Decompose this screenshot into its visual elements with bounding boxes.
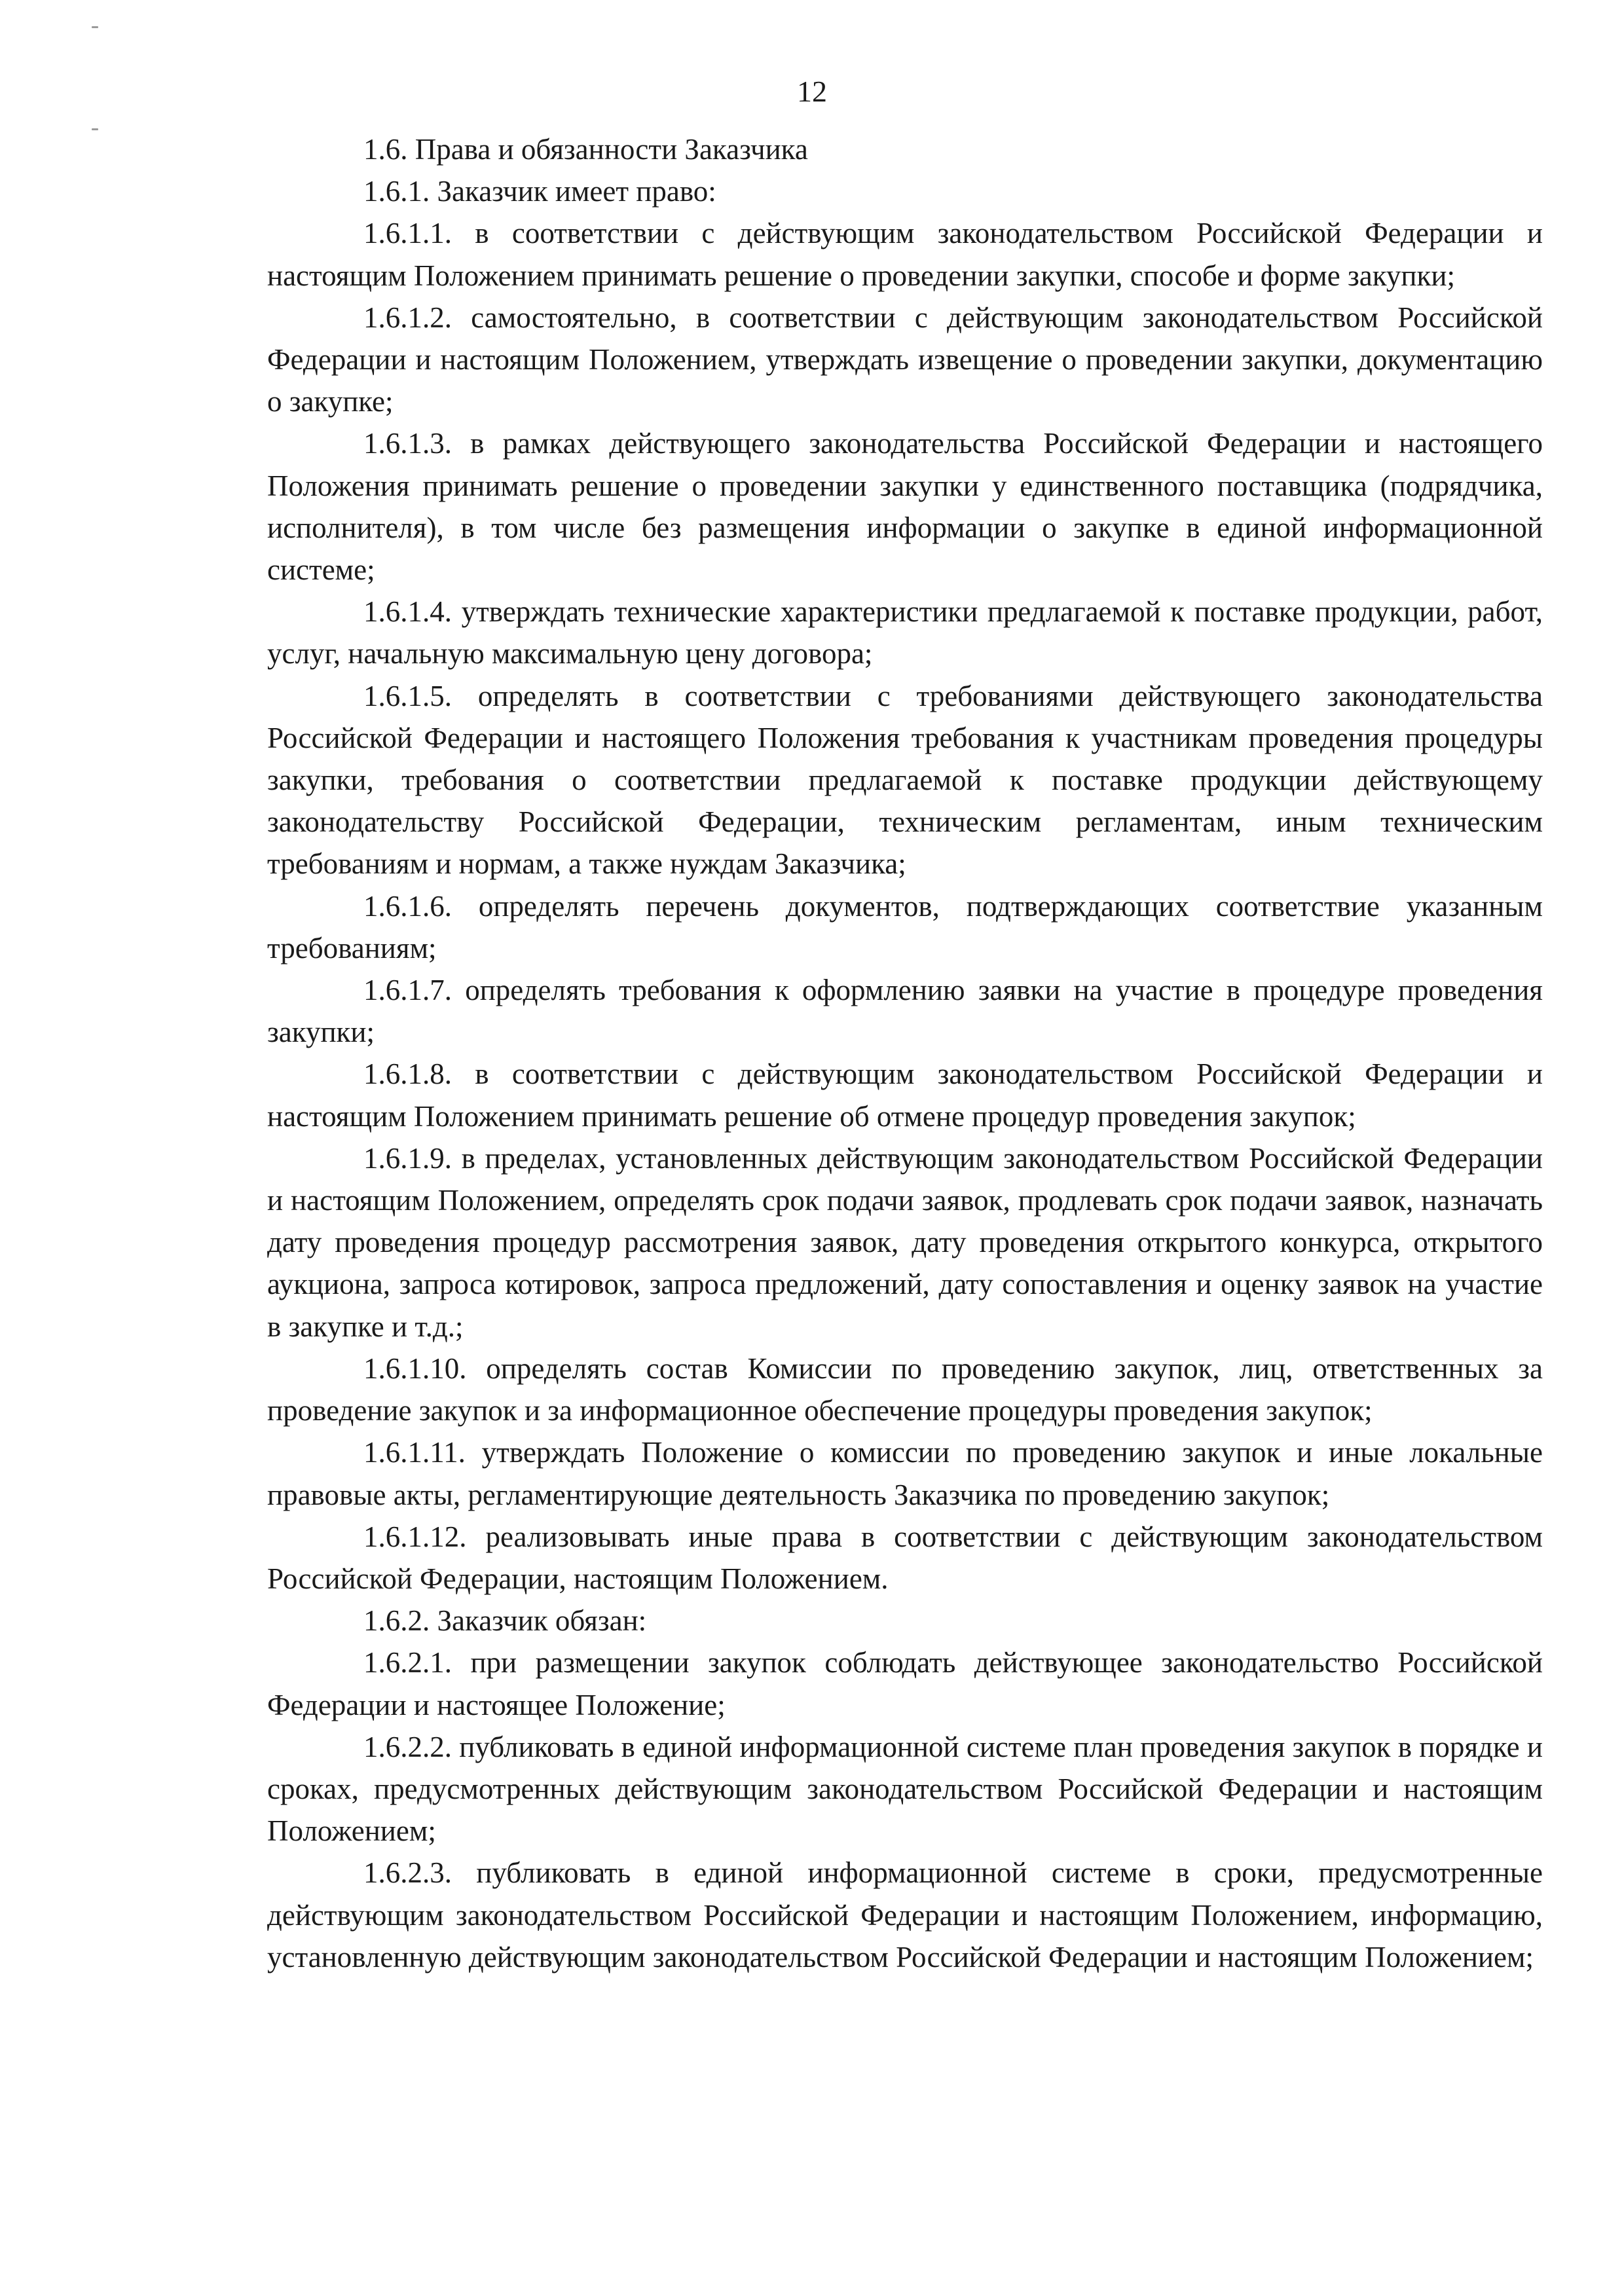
clause-paragraph: 1.6.1.12. реализовывать иные права в соответствии с действующим законодательством Российской Федерации, настоящим Положением. [267, 1520, 1543, 1595]
clause-paragraph: 1.6.1.4. утверждать технические характеристики предлагаемой к поставке продукции, работ, услуг, начальную максимальную цену договора; [267, 595, 1543, 670]
scan-artifact [92, 128, 98, 130]
section-heading: 1.6. Права и обязанности Заказчика [363, 133, 808, 166]
clause-paragraph: 1.6.1.11. утверждать Положение о комиссии по проведению закупок и иные локальные правовые акты, регламентирующие деятельность Заказчика по проведению закупок; [267, 1436, 1543, 1511]
document-body [267, 128, 1543, 1978]
clause-paragraph: 1.6.2.1. при размещении закупок соблюдать действующее законодательство Российской Федерации и настоящее Положение; [267, 1646, 1543, 1721]
subsection-heading: 1.6.1. Заказчик имеет право: [363, 175, 716, 208]
clause-paragraph: 1.6.1.9. в пределах, установленных действующим законодательством Российской Федерации и настоящим Положением, определять срок подачи заявок, продлевать срок подачи заявок, назначать дату проведения процедур рассмотрения заявок, дату проведения открытого конкурса, открытого аукциона, запроса котировок, запроса предложений, дату сопоставления и оценку заявок на участие в закупке и т.д.; [267, 1141, 1543, 1343]
clause-paragraph: 1.6.1.8. в соответствии с действующим законодательством Российской Федерации и настоящим Положением принимать решение об отмене процедур проведения закупок; [267, 1057, 1543, 1133]
scan-artifact [92, 26, 98, 28]
subsection-heading: 1.6.2. Заказчик обязан: [363, 1604, 647, 1638]
clause-paragraph: 1.6.2.2. публиковать в единой информационной системе план проведения закупок в порядке и сроках, предусмотренных действующим законодательством Российской Федерации и настоящим Положением; [267, 1730, 1543, 1848]
clause-paragraph: 1.6.1.5. определять в соответствии с требованиями действующего законодательства Российской Федерации и настоящего Положения требования к участникам проведения процедуры закупки, требования о соответствии предлагаемой к поставке продукции действующему законодательству Российской Федерации, техническим регламентам, иным техническим требованиям и нормам, а также нуждам Заказчика; [267, 679, 1543, 881]
clause-paragraph: 1.6.1.1. в соответствии с действующим законодательством Российской Федерации и настоящим Положением принимать решение о проведении закупки, способе и форме закупки; [267, 217, 1543, 292]
clause-paragraph: 1.6.2.3. публиковать в единой информационной системе в сроки, предусмотренные действующим законодательством Российской Федерации и настоящим Положением, информацию, установленную действующим законодательством Российской Федерации и настоящим Положением; [267, 1856, 1543, 1974]
clause-paragraph: 1.6.1.10. определять состав Комиссии по проведению закупок, лиц, ответственных за проведение закупок и за информационное обеспечение процедуры проведения закупок; [267, 1351, 1543, 1427]
page-number: 12 [797, 75, 827, 108]
clause-paragraph: 1.6.1.7. определять требования к оформлению заявки на участие в процедуре проведения закупки; [267, 974, 1543, 1049]
clause-paragraph: 1.6.1.2. самостоятельно, в соответствии с действующим законодательством Российской Федерации и настоящим Положением, утверждать извещение о проведении закупки, документацию о закупке; [267, 301, 1543, 418]
clause-paragraph: 1.6.1.3. в рамках действующего законодательства Российской Федерации и настоящего Положения принимать решение о проведении закупки у единственного поставщика (подрядчика, исполнителя), в том числе без размещения информации о закупке в единой информационной системе; [267, 427, 1543, 587]
clause-paragraph: 1.6.1.6. определять перечень документов, подтверждающих соответствие указанным требованиям; [267, 889, 1543, 964]
